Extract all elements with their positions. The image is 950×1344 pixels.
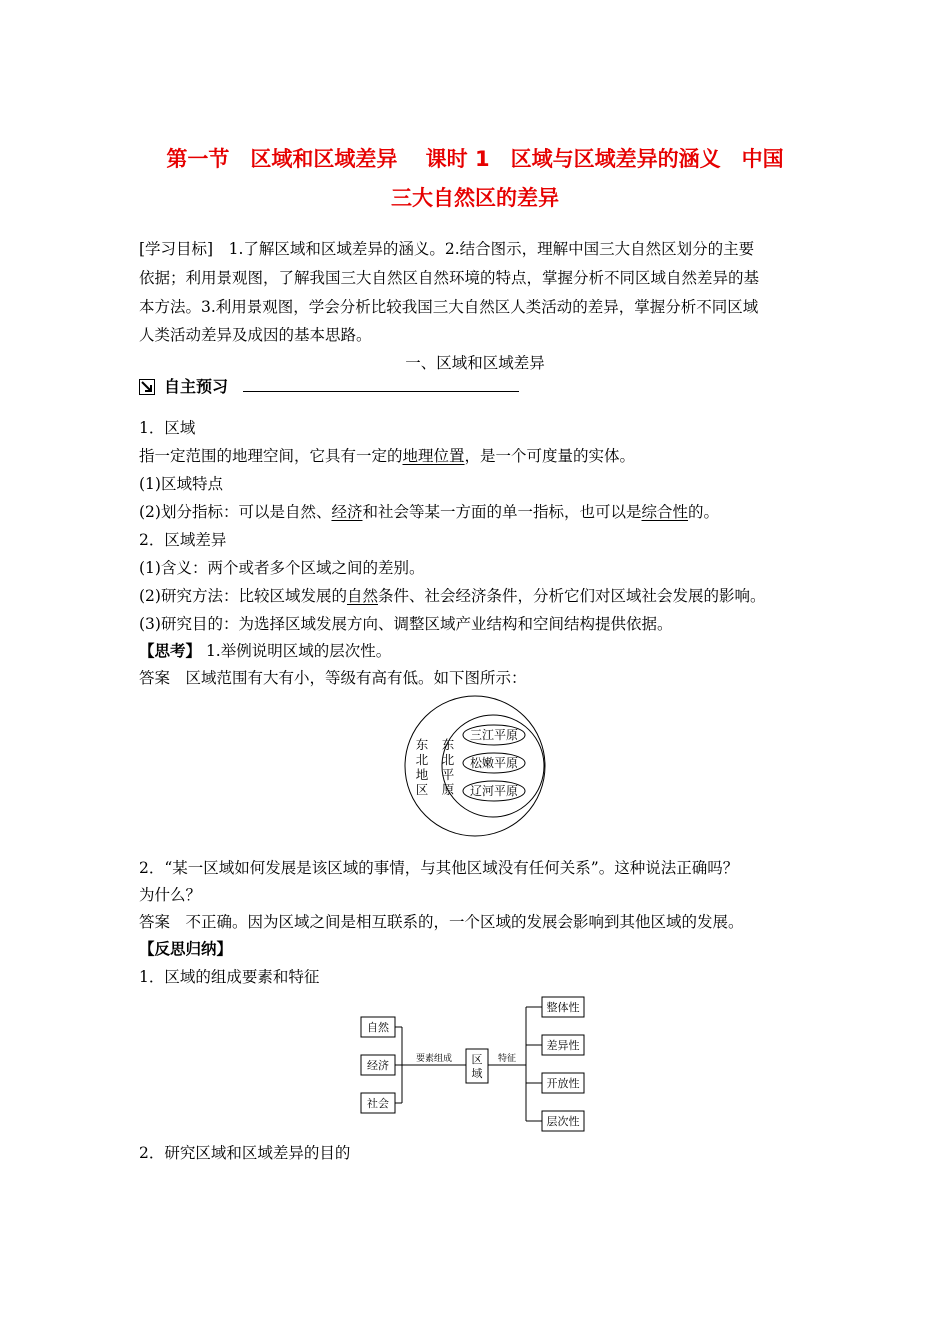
region-indicator: (2)划分指标：可以是自然、经济和社会等某一方面的单一指标，也可以是综合性的。 bbox=[139, 503, 720, 521]
center-label: 域 bbox=[471, 1067, 483, 1080]
reflect-label: 【反思归纳】 bbox=[139, 939, 233, 958]
reflect-item1: 1．区域的组成要素和特征 bbox=[139, 968, 320, 986]
outer-label-char: 区 bbox=[415, 782, 429, 797]
outer-label-char: 地 bbox=[415, 767, 429, 782]
trait-label: 开放性 bbox=[546, 1077, 580, 1090]
compose-label: 要素组成 bbox=[415, 1054, 453, 1064]
trait-label: 层次性 bbox=[546, 1115, 580, 1128]
page-title-line1: 第一节 区域和区域差异 课时 1 区域与区域差异的涵义 中国 bbox=[166, 147, 784, 171]
trait-label: 差异性 bbox=[546, 1039, 580, 1052]
element-label: 自然 bbox=[367, 1021, 389, 1034]
arrow-box-icon bbox=[139, 379, 155, 395]
outer-label-char: 北 bbox=[415, 752, 429, 767]
diff-heading: 2．区域差异 bbox=[139, 531, 227, 549]
diff-meaning: (1)含义：两个或者多个区域之间的差别。 bbox=[139, 559, 425, 577]
region-hierarchy-diagram bbox=[400, 695, 550, 837]
objectives-line4: 人类活动差异及成因的基本思路。 bbox=[139, 326, 372, 344]
inner-label-char: 东 bbox=[441, 737, 455, 752]
diff-method: (2)研究方法：比较区域发展的自然条件、社会经济条件，分析它们对区域社会发展的影响。 bbox=[139, 587, 766, 605]
diff-purpose: (3)研究目的：为选择区域发展方向、调整区域产业结构和空间结构提供依据。 bbox=[139, 615, 673, 633]
objectives-line1: [学习目标] 1.了解区域和区域差异的涵义。2.结合图示，理解中国三大自然区划分的主要 bbox=[139, 240, 755, 258]
region-composition-diagram bbox=[358, 994, 588, 1136]
header-rule bbox=[243, 391, 519, 392]
plain-label: 三江平原 bbox=[469, 728, 519, 742]
think-q2-line2: 为什么？ bbox=[139, 886, 202, 904]
inner-label-char: 平 bbox=[441, 767, 455, 782]
page-title-line2: 三大自然区的差异 bbox=[391, 186, 559, 210]
plain-label: 松嫩平原 bbox=[469, 756, 519, 770]
trait-label: 整体性 bbox=[546, 1001, 580, 1014]
plain-label: 辽河平原 bbox=[469, 784, 519, 798]
center-label: 区 bbox=[471, 1053, 483, 1066]
self-study-label: 自主预习 bbox=[164, 377, 229, 396]
section-title: 一、区域和区域差异 bbox=[405, 354, 545, 372]
outer-label-char: 东 bbox=[415, 737, 429, 752]
element-label: 社会 bbox=[367, 1097, 389, 1110]
region-definition: 指一定范围的地理空间，它具有一定的地理位置，是一个可度量的实体。 bbox=[139, 447, 636, 465]
element-label: 经济 bbox=[367, 1059, 389, 1072]
region-feature: (1)区域特点 bbox=[139, 475, 223, 493]
think-q2-line1: 2．“某一区域如何发展是该区域的事情，与其他区域没有任何关系”。这种说法正确吗？ bbox=[139, 859, 739, 877]
objectives-line2: 依据；利用景观图，了解我国三大自然区自然环境的特点，掌握分析不同区域自然差异的基 bbox=[139, 269, 760, 287]
inner-label-char: 原 bbox=[441, 782, 455, 797]
reflect-item2: 2．研究区域和区域差异的目的 bbox=[139, 1144, 351, 1162]
think-a2: 答案 不正确。因为区域之间是相互联系的，一个区域的发展会影响到其他区域的发展。 bbox=[139, 913, 744, 931]
feature-label: 特征 bbox=[497, 1054, 517, 1064]
think-a1: 答案 区域范围有大有小，等级有高有低。如下图所示： bbox=[139, 669, 527, 687]
think-q1: 【思考】 1.举例说明区域的层次性。 bbox=[139, 641, 392, 660]
region-heading: 1．区域 bbox=[139, 419, 196, 437]
inner-label-char: 北 bbox=[441, 752, 455, 767]
objectives-line3: 本方法。3.利用景观图，学会分析比较我国三大自然区人类活动的差异，掌握分析不同区域 bbox=[139, 298, 759, 316]
